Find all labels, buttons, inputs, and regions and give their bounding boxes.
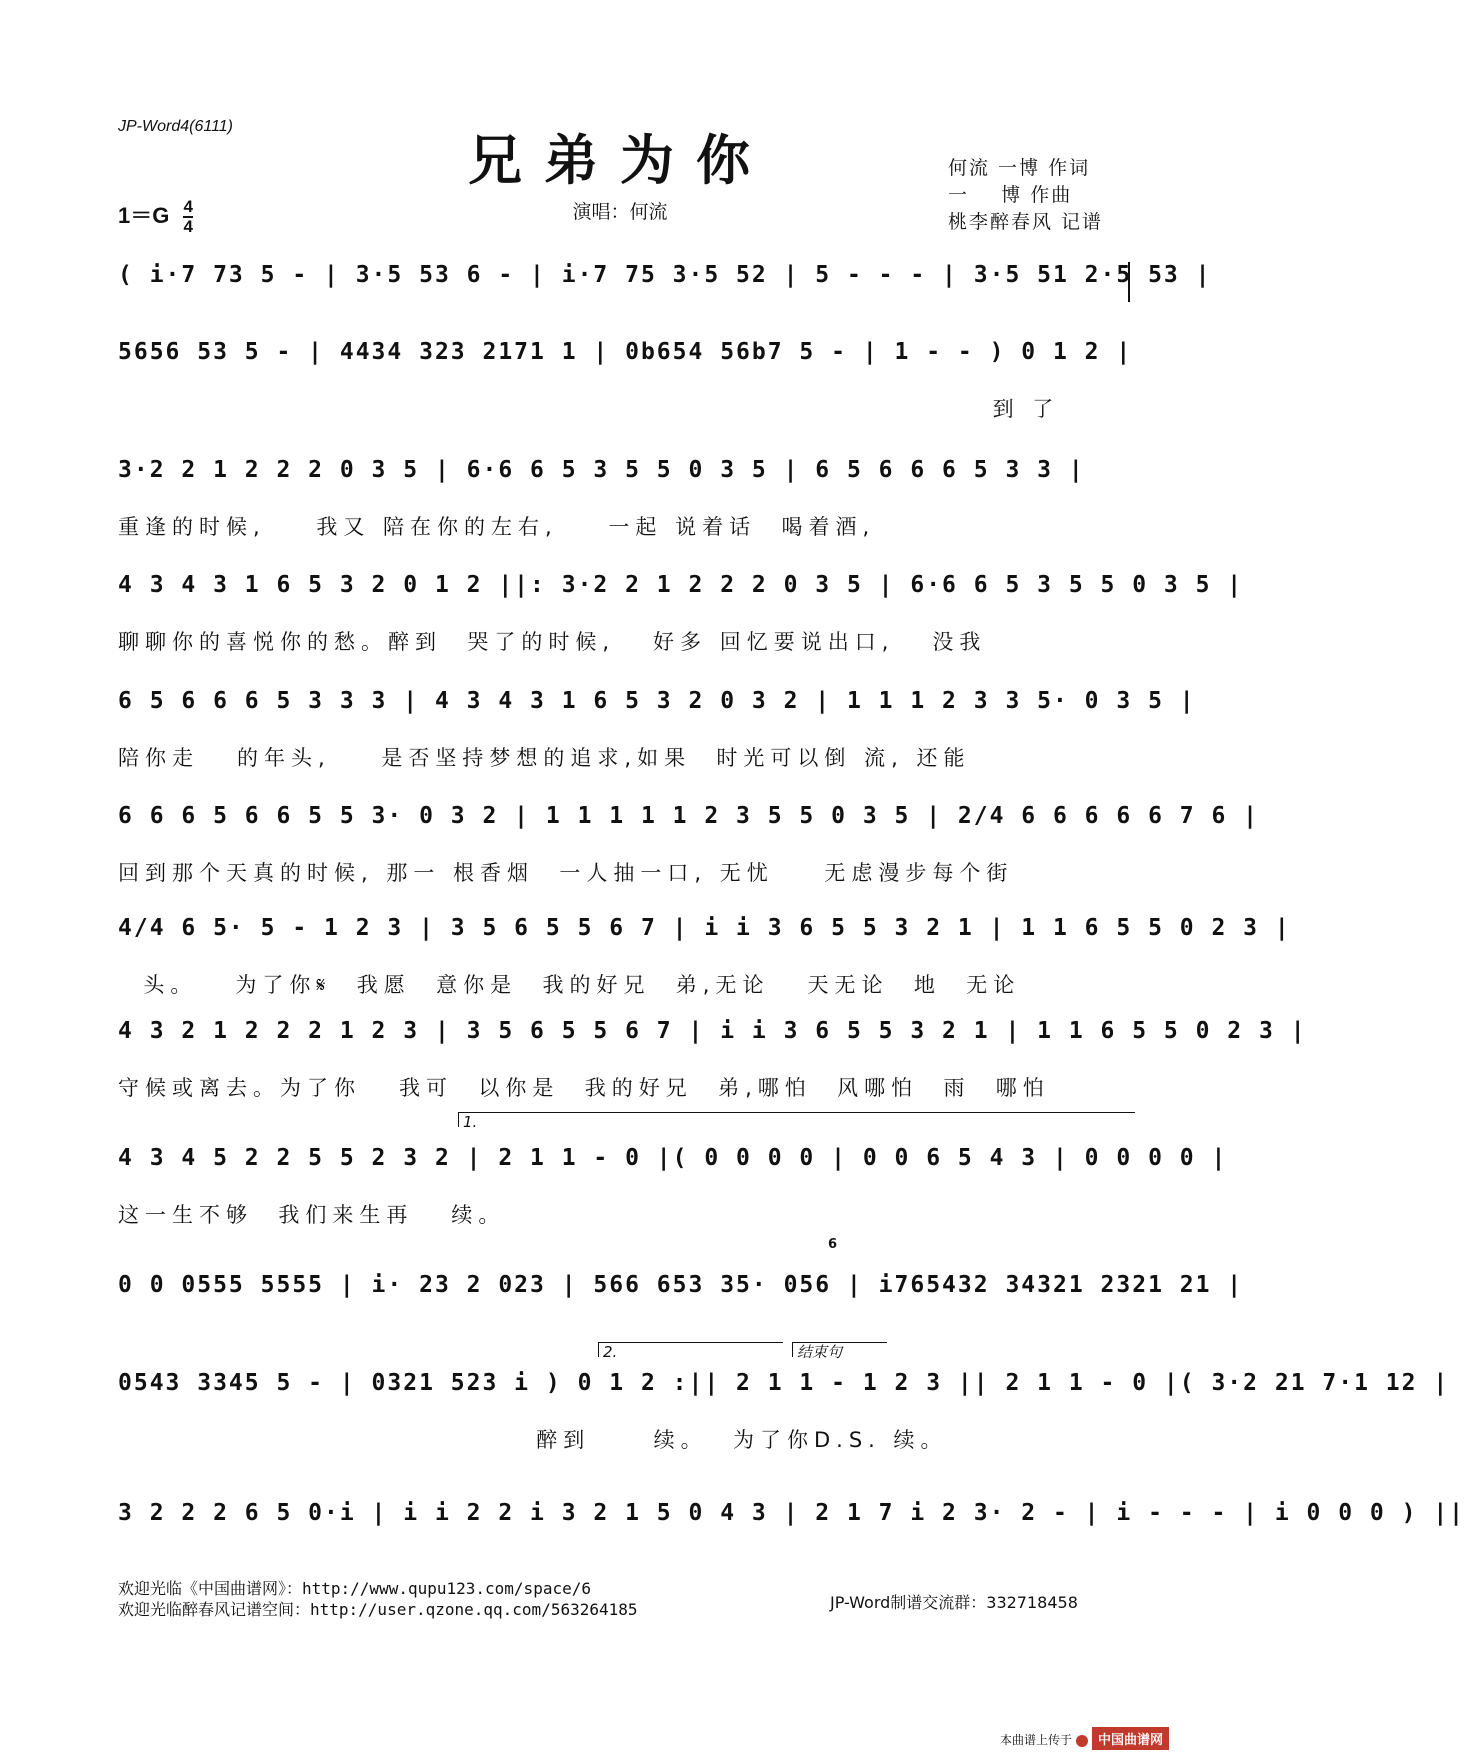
transcriber-credit: 桃李醉春风 记谱 [948,211,1104,233]
lyrics-line: 守候或离去。为了你 我可 以你是 我的好兄 弟,哪怕 风哪怕 雨 哪怕 [118,1076,1050,1100]
notation-line: 4 3 4 5 2 2 5 5 2 3 2 | 2 1 1 - 0 |( 0 0 0 0 | 0 0 6 5 4 3 | 0 0 0 0 | [118,1145,1228,1171]
lyrics-line: 聊聊你的喜悦你的愁。醉到 哭了的时候, 好多 回忆要说出口, 没我 [118,630,987,654]
key-label: 1＝G [118,202,170,228]
lyrics-line: 重逢的时候, 我又 陪在你的左右, 一起 说着话 喝着酒, [118,515,876,539]
notation-line: 4 3 4 3 1 6 5 3 2 0 1 2 ||: 3·2 2 1 2 2 2 0 3 5 | 6·6 6 5 3 5 5 0 3 5 | [118,572,1244,598]
system-11 [118,1370,1450,1470]
notation-line: 3 2 2 2 6 5 0·i | i i 2 2 i 3 2 1 5 0 4 3 | 2 1 7 i 2 3· 2 - | i - - - | i 0 0 0 ) || [118,1500,1465,1526]
time-sig-top: 4 [183,197,193,216]
system-3 [118,457,1130,557]
volta-first-ending: 1. [458,1112,1135,1127]
lyrics-line: 头。 为了你𝄋 我愿 意你是 我的好兄 弟,无论 天无论 地 无论 [118,973,1021,997]
key-signature [118,198,193,236]
lyrics-line: 醉到 续。 为了你D.S. 续。 [118,1428,948,1452]
singer-credit: 演唱：何流 [572,201,668,223]
lyrics-line: 这一生不够 我们来生再 续。 [118,1203,506,1227]
composer-credit: 一 博 作曲 [948,184,1073,206]
footer-site-link[interactable]: 欢迎光临《中国曲谱网》：http://www.qupu123.com/space/6 [118,1579,591,1598]
system-6 [118,803,1259,903]
footer-space-link[interactable]: 欢迎光临醉春风记谱空间：http://user.qzone.qq.com/563264185 [118,1600,638,1619]
page-title: 兄弟为你 [468,128,772,192]
notation-line: ( i·7 73 5 - | 3·5 53 6 - | i·7 75 3·5 52 | 5 - - - | 3·5 51 2·5 53 | [118,262,1212,288]
time-sig-bottom: 4 [183,217,193,236]
ending-phrase-marker: 结束句 [792,1342,887,1357]
system-12 [118,1500,1465,1560]
footer-links [118,1578,638,1620]
footer-group: JP-Word制谱交流群：332718458 [830,1593,1078,1612]
notation-line: 5656 53 5 - | 4434 323 2171 1 | 0b654 56b7 5 - | 1 - - ) 0 1 2 | [118,339,1133,365]
brand-logo-icon [1076,1735,1088,1747]
notation-line: 4 3 2 1 2 2 2 1 2 3 | 3 5 6 5 5 6 7 | i i 3 6 5 5 3 2 1 | 1 1 6 5 5 0 2 3 | [118,1018,1307,1044]
system-7 [118,915,1291,1015]
system-2 [118,339,1133,439]
upload-badge[interactable] [1000,1727,1169,1750]
system-9 [118,1145,1228,1245]
system-8 [118,1018,1307,1118]
lyrics-line: 到 了 [118,397,1060,421]
system-4 [118,572,1244,672]
tuplet-marker: 6 [828,1237,838,1252]
lyricist-credit: 何流 一博 作词 [948,157,1091,179]
brand-name: 中国曲谱网 [1092,1727,1169,1750]
notation-line: 4/4 6 5· 5 - 1 2 3 | 3 5 6 5 5 6 7 | i i 3 6 5 5 3 2 1 | 1 1 6 5 5 0 2 3 | [118,915,1291,941]
notation-line: 3·2 2 1 2 2 2 0 3 5 | 6·6 6 5 3 5 5 0 3 5 | 6 5 6 6 6 5 3 3 | [118,457,1085,483]
software-tag: JP-Word4(6111) [118,118,233,135]
notation-line: 6 5 6 6 6 5 3 3 3 | 4 3 4 3 1 6 5 3 2 0 3 2 | 1 1 1 2 3 3 5· 0 3 5 | [118,688,1196,714]
upload-label: 本曲谱上传于 [1000,1733,1073,1747]
notation-line: 0 0 0555 5555 | i· 23 2 023 | 566 653 35· 056 | i765432 34321 2321 21 | [118,1272,1244,1298]
volta-second-ending: 2. [598,1342,783,1357]
notation-line: 0543 3345 5 - | 0321 523 i ) 0 1 2 :|| 2 1 1 - 1 2 3 || 2 1 1 - 0 |( 3·2 21 7·1 12 | [118,1370,1450,1396]
time-signature [183,198,192,236]
system-10 [118,1272,1244,1332]
lyrics-line: 回到那个天真的时候, 那一 根香烟 一人抽一口, 无忧 无虑漫步每个街 [118,861,1014,885]
notation-line: 6 6 6 5 6 6 5 5 3· 0 3 2 | 1 1 1 1 1 2 3 5 5 0 3 5 | 2/4 6 6 6 6 6 7 6 | [118,803,1259,829]
system-end-bar [1128,262,1130,302]
system-5 [118,688,1196,788]
lyrics-line: 陪你走 的年头, 是否坚持梦想的追求,如果 时光可以倒 流, 还能 [118,746,971,770]
